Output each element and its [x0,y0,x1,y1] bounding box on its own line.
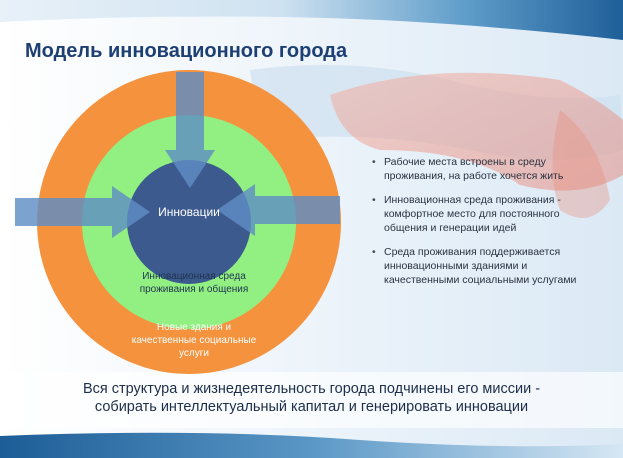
list-item-text: Среда проживания поддерживается инновационными зданиями и качественными социальными услугами [384,246,577,286]
list-item-text: Инновационная среда проживания - комфортное место для постоянного общения и генерации идей [384,194,561,234]
list-item [372,155,604,183]
buildings-label: Новые здания и качественные социальные услуги [131,322,257,359]
environment-label: Инновационная среда проживания и общения [139,271,249,295]
bullet-list [372,155,604,297]
list-item [372,245,604,287]
mission-line-2: собирать интеллектуальный капитал и генерировать инновации [94,399,529,415]
mission-statement [0,380,623,416]
page-title: Модель инновационного города [25,40,348,62]
bullet-icon: • [372,194,376,206]
list-item [372,193,604,235]
mission-line-1: Вся структура и жизнедеятельность города подчинены его миссии - [82,381,541,397]
list-item-text: Рабочие места встроены в среду проживания, на работе хочется жить [384,156,564,182]
bullet-icon: • [372,156,376,168]
core-label: Инновации [158,205,220,219]
bullet-icon: • [372,246,376,258]
